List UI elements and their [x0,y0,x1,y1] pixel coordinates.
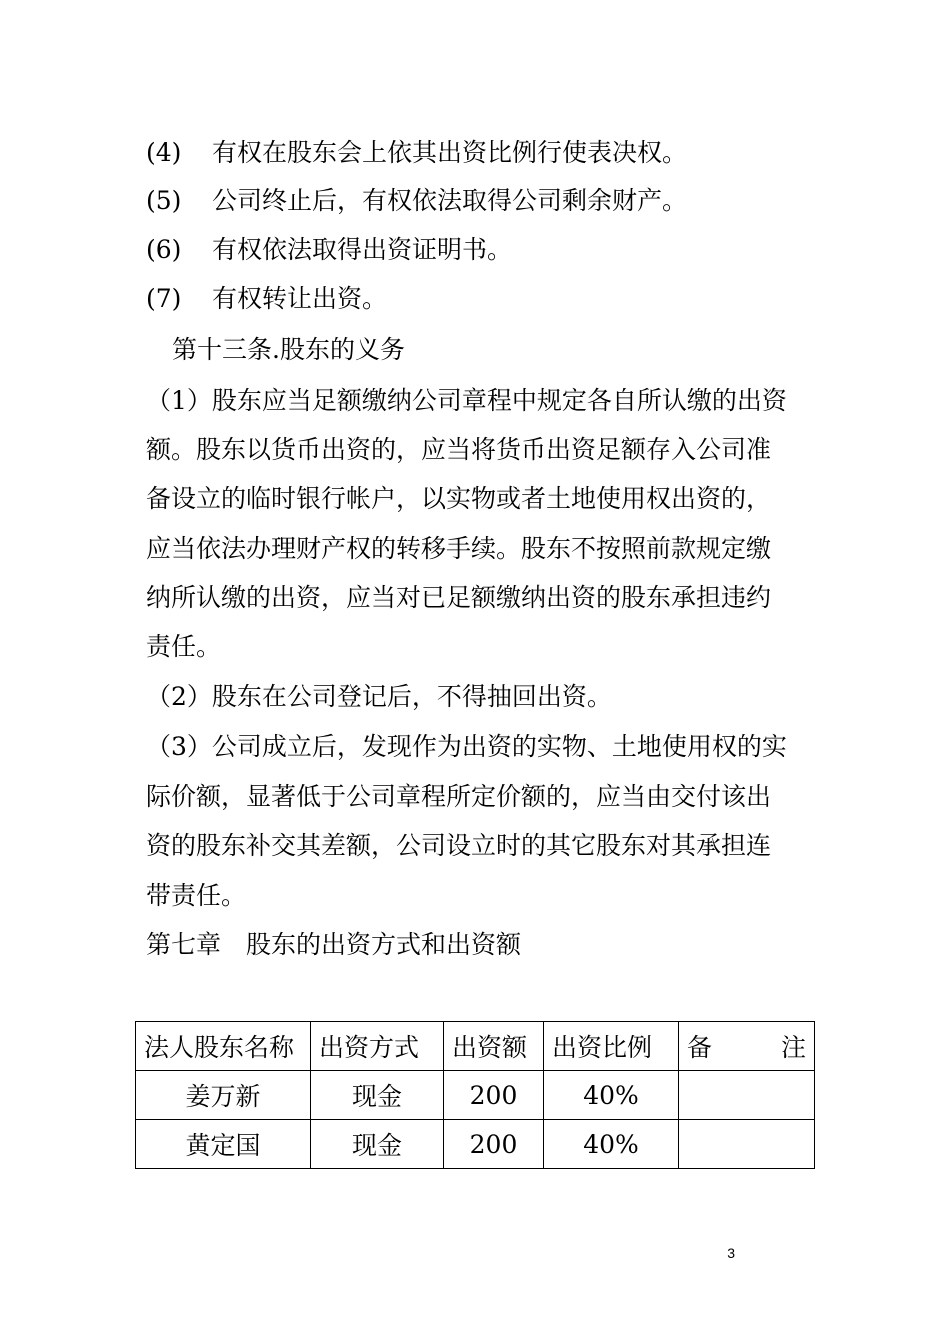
right-item-6 [146,233,512,267]
right-item-text: 有权在股东会上依其出资比例行使表决权。 [212,138,688,167]
table-row [136,1120,815,1169]
obligation-2-line: （2）股东在公司登记后，不得抽回出资。 [146,682,612,711]
page-number: 3 [727,1245,735,1261]
right-item-number: (4) [146,138,182,167]
obligation-1-line: 应当依法办理财产权的转移手续。股东不按照前款规定缴 [146,534,772,563]
article-13-title: 第十三条.股东的义务 [172,335,405,364]
cell-shareholder-name: 姜万新 [136,1071,311,1120]
obligation-3-line: 资的股东补交其差额，公司设立时的其它股东对其承担连 [146,831,772,860]
right-item-7 [146,282,387,316]
chapter-7-title: 第七章 股东的出资方式和出资额 [146,930,522,959]
cell-contribution-amount: 200 [444,1071,544,1120]
cell-contribution-method: 现金 [311,1071,444,1120]
obligation-3-line: 带责任。 [146,881,247,910]
obligation-1-line: 额。股东以货币出资的，应当将货币出资足额存入公司准 [146,435,772,464]
column-header-remarks [679,1022,815,1071]
obligation-3-line: 际价额，显著低于公司章程所定价额的，应当由交付该出 [146,782,772,811]
column-header-contribution-ratio: 出资比例 [544,1022,679,1071]
right-item-5 [146,184,687,218]
cell-contribution-ratio: 40% [544,1120,679,1169]
right-item-text: 有权依法取得出资证明书。 [212,235,513,264]
cell-contribution-amount: 200 [444,1120,544,1169]
cell-contribution-ratio: 40% [544,1071,679,1120]
table-row [136,1071,815,1120]
right-item-number: (7) [146,284,182,313]
shareholder-contribution-table [135,1021,815,1169]
obligation-1-line: 责任。 [146,632,222,661]
right-item-number: (5) [146,186,182,215]
table-header-row [136,1022,815,1071]
cell-contribution-method: 现金 [311,1120,444,1169]
column-header-contribution-method: 出资方式 [311,1022,444,1071]
obligation-1-line: 备设立的临时银行帐户，以实物或者土地使用权出资的， [146,484,772,513]
obligation-1-line: 纳所认缴的出资，应当对已足额缴纳出资的股东承担违约 [146,583,772,612]
cell-remarks [679,1120,815,1169]
obligation-3-line: （3）公司成立后，发现作为出资的实物、土地使用权的实 [146,732,787,761]
right-item-text: 公司终止后，有权依法取得公司剩余财产。 [212,186,688,215]
obligation-1-line: （1）股东应当足额缴纳公司章程中规定各自所认缴的出资 [146,386,787,415]
remarks-header-char-2: 注 [780,1033,806,1062]
cell-remarks [679,1071,815,1120]
cell-shareholder-name: 黄定国 [136,1120,311,1169]
column-header-shareholder-name: 法人股东名称 [136,1022,311,1071]
right-item-4 [146,136,687,170]
right-item-number: (6) [146,235,182,264]
right-item-text: 有权转让出资。 [212,284,388,313]
remarks-header-char-1: 备 [687,1033,713,1062]
column-header-contribution-amount: 出资额 [444,1022,544,1071]
